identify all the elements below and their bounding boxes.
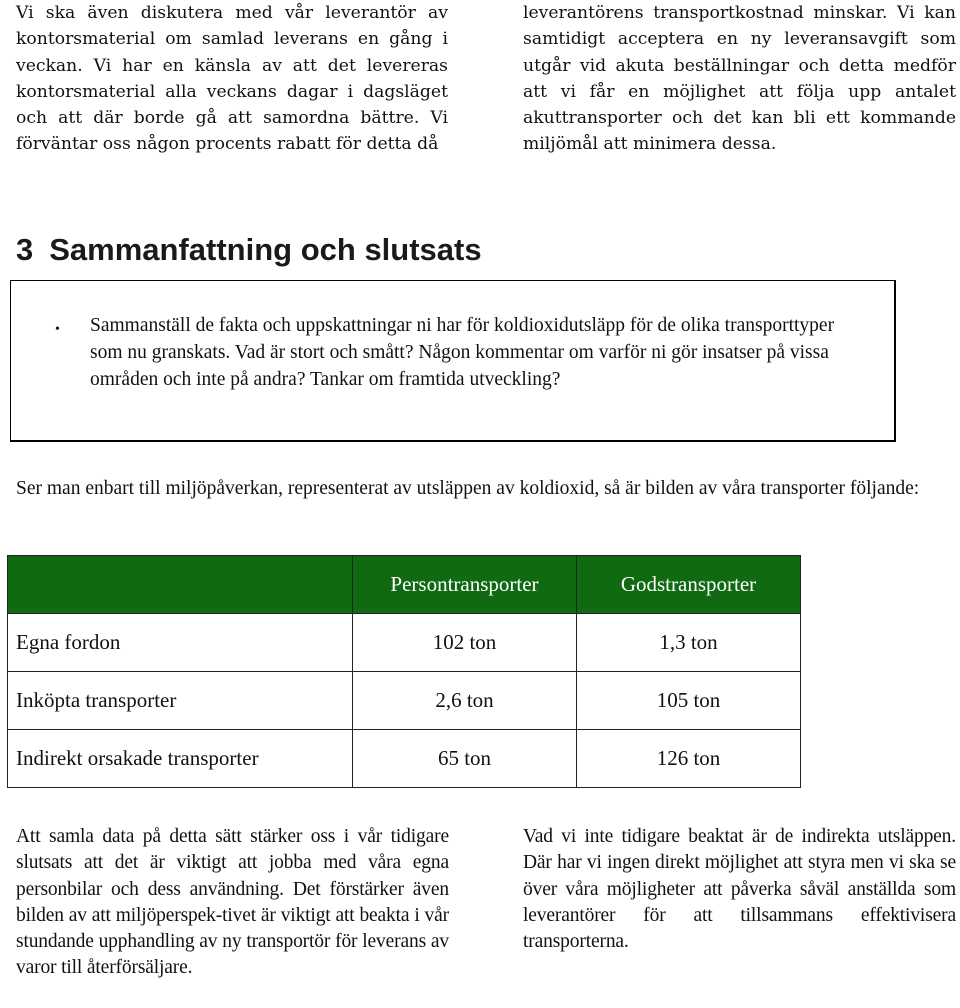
instruction-box bbox=[10, 280, 896, 442]
section-title: Sammanfattning och slutsats bbox=[49, 232, 482, 267]
row-person-value: 2,6 ton bbox=[353, 672, 577, 730]
paragraph-top-right: leverantörens transportkostnad minskar. Vi kan samtidigt acceptera en ny leveransavgift som utgår vid akuta beställningar och detta medför att vi får en möjlighet att följa upp antalet akuttransporter och det kan bli ett kommande miljömål att minimera dessa. bbox=[523, 3, 956, 155]
intro-paragraph: Ser man enbart till miljöpåverkan, representerat av utsläppen av koldioxid, så är bilden av våra transporter följande: bbox=[16, 478, 920, 499]
paragraph-top-left: Vi ska även diskutera med vår leverantör av kontorsmaterial om samlad leverans en gång i veckan. Vi har en känsla av att det levereras kontorsmaterial alla veckans dagar i dagsläget och att där borde gå att samordna bättre. Vi förväntar oss någon procents rabatt för detta då bbox=[16, 3, 448, 155]
paragraph-bottom-left: Att samla data på detta sätt stärker oss i vår tidigare slutsats att det är viktigt att jobba med våra egna personbilar och dess användning. Det förstärker även bilden av att miljöperspek-tivet är viktigt att beakta i vår stundande upphandling av ny transportör för leverans av varor till återförsäljare. bbox=[16, 826, 449, 979]
table-header-row bbox=[8, 556, 801, 614]
table-row bbox=[8, 730, 801, 788]
row-gods-value: 1,3 ton bbox=[577, 614, 801, 672]
section-number: 3 bbox=[16, 232, 34, 267]
table-row bbox=[8, 614, 801, 672]
row-label: Egna fordon bbox=[8, 614, 353, 672]
instruction-text: Sammanställ de fakta och uppskattningar ni har för koldioxidutsläpp för de olika transporttyper som nu granskats. Vad är stort och smått? Någon kommentar om varför ni gör insatser på vissa områden och inte på andra? Tankar om framtida utveckling? bbox=[90, 315, 835, 390]
paragraph-bottom-right: Vad vi inte tidigare beaktat är de indirekta utsläppen. Där har vi ingen direkt möjlighet att styra men vi ska se över våra möjligheter att påverka såväl anställda som leverantörer för att tillsammans effektivisera transporterna. bbox=[523, 826, 956, 953]
table-header-empty bbox=[8, 556, 353, 614]
row-person-value: 102 ton bbox=[353, 614, 577, 672]
row-label: Indirekt orsakade transporter bbox=[8, 730, 353, 788]
table-row bbox=[8, 672, 801, 730]
table-header-person: Persontransporter bbox=[353, 556, 577, 614]
row-gods-value: 126 ton bbox=[577, 730, 801, 788]
bullet-icon: • bbox=[55, 322, 60, 337]
row-person-value: 65 ton bbox=[353, 730, 577, 788]
table-header-gods: Godstransporter bbox=[577, 556, 801, 614]
section-heading bbox=[16, 232, 482, 268]
row-gods-value: 105 ton bbox=[577, 672, 801, 730]
emissions-table bbox=[7, 555, 801, 788]
row-label: Inköpta transporter bbox=[8, 672, 353, 730]
